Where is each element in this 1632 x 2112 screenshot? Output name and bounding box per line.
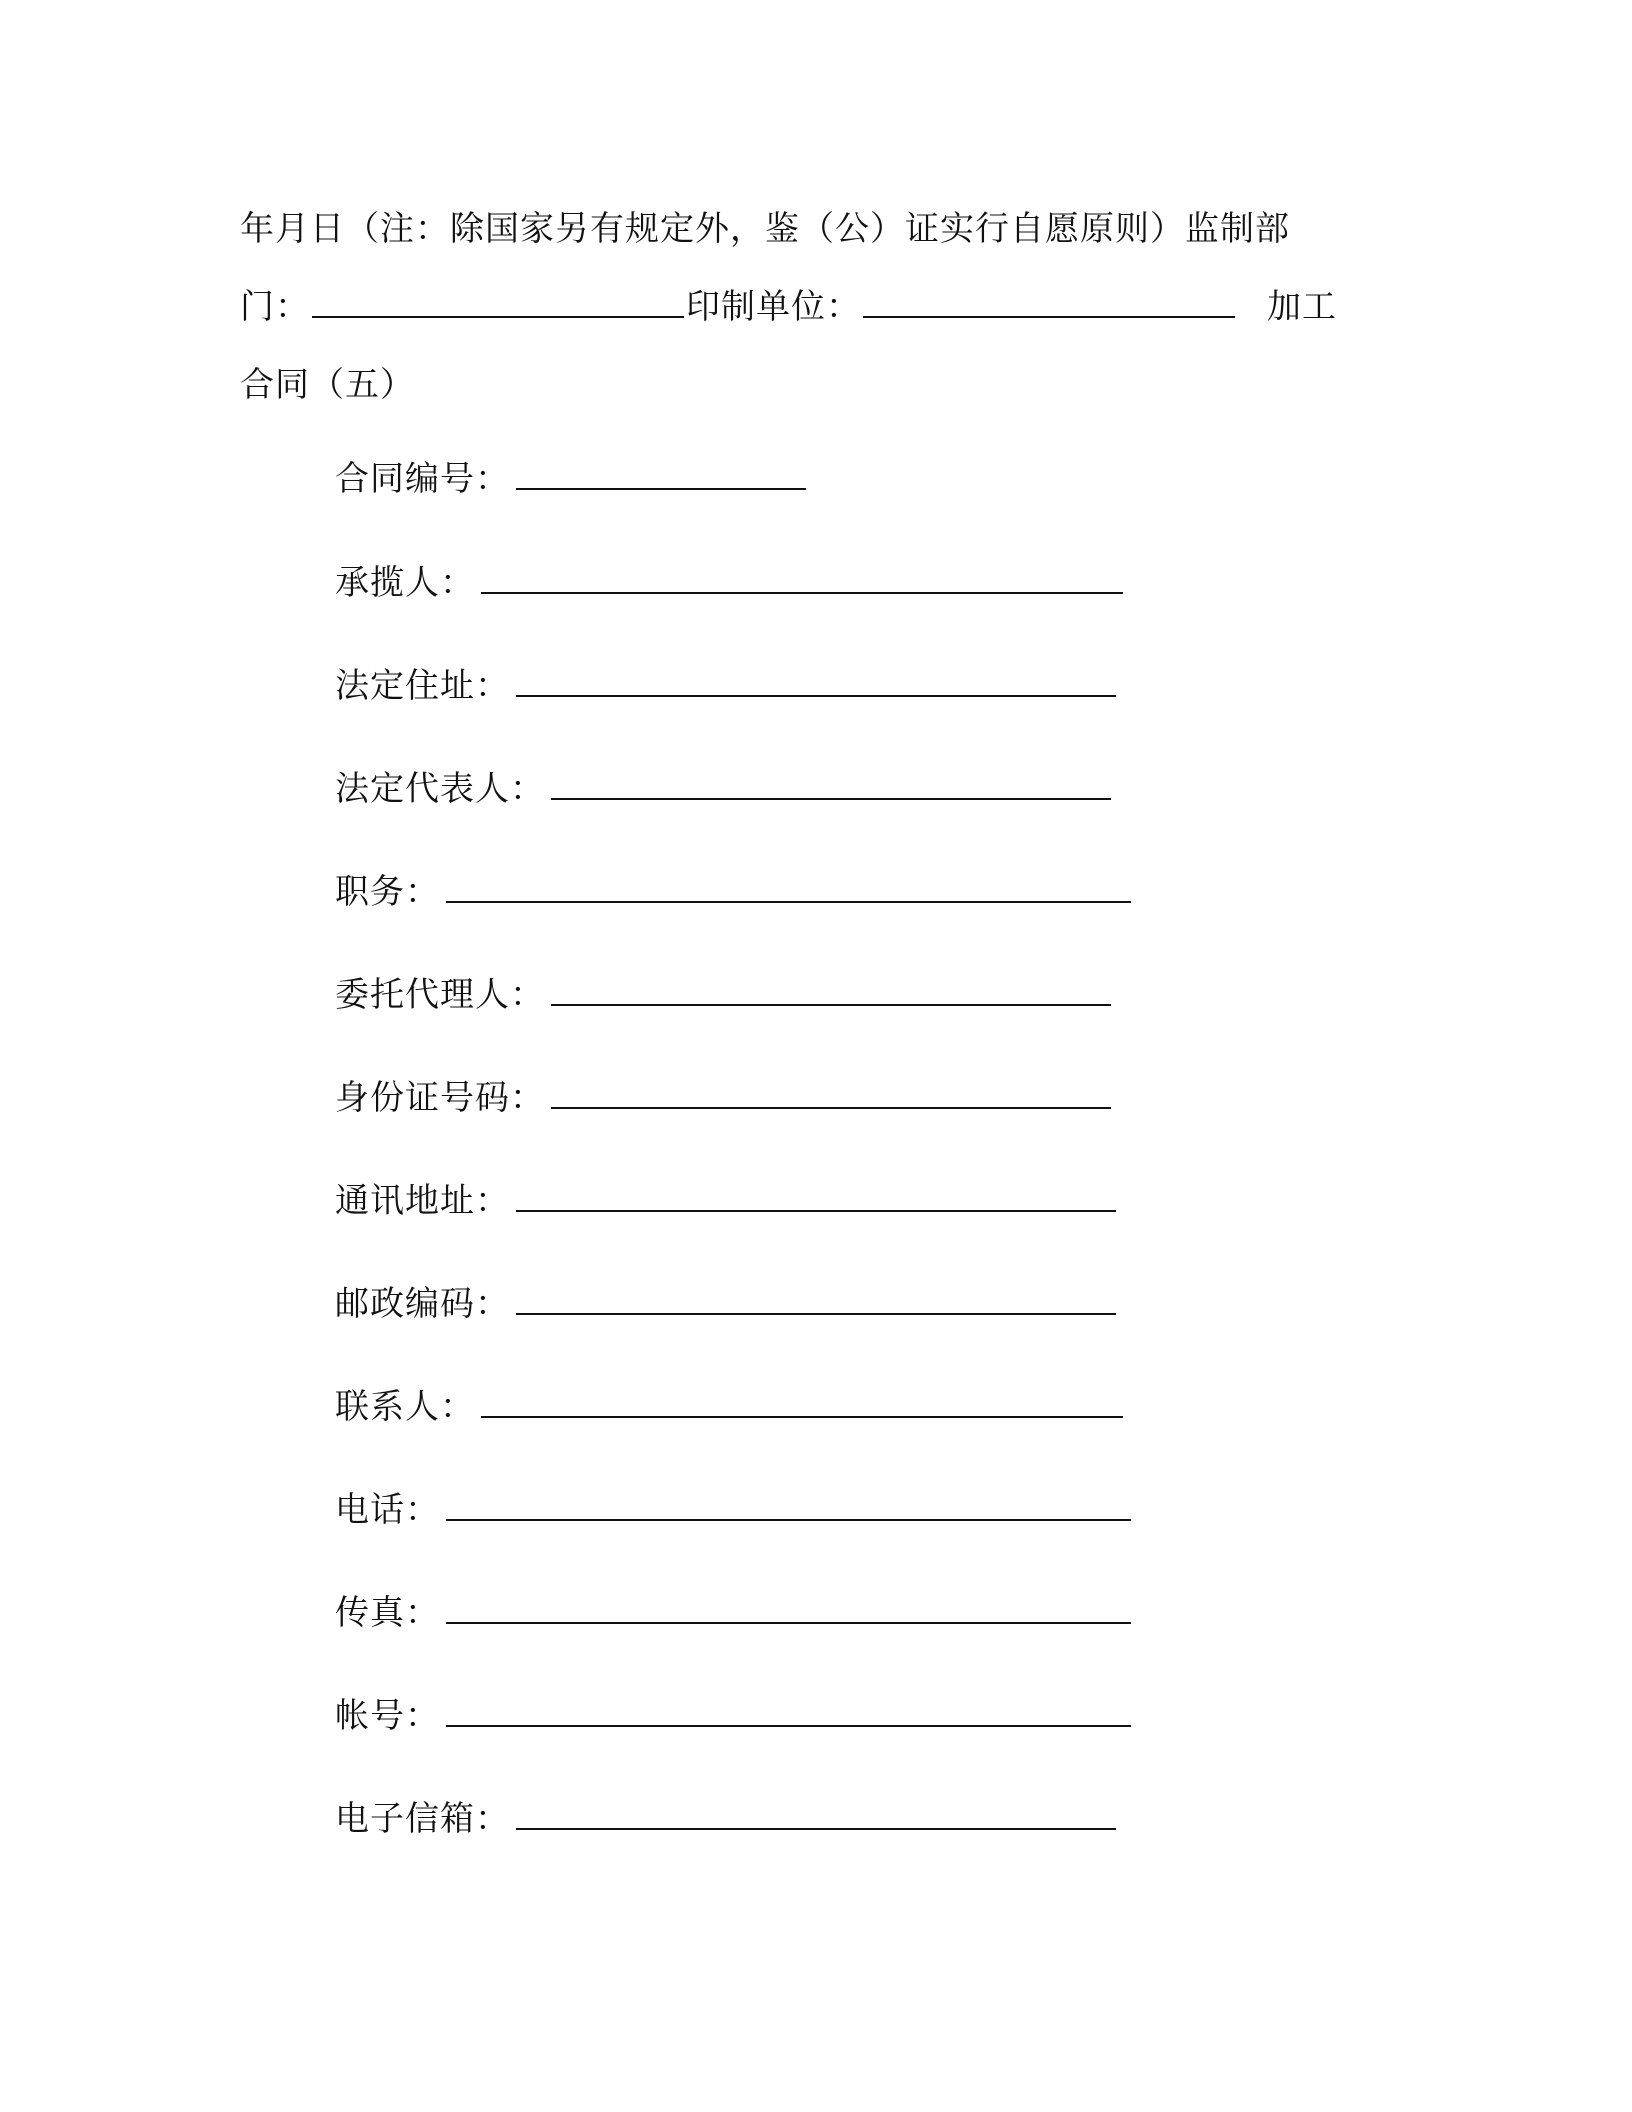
legal-address-blank[interactable]	[516, 655, 1116, 697]
postal-code-blank[interactable]	[516, 1273, 1116, 1315]
field-label: 法定代表人：	[335, 769, 545, 809]
field-contact-person	[335, 1376, 1125, 1436]
field-label: 联系人：	[335, 1387, 475, 1427]
field-label: 承揽人：	[335, 563, 475, 603]
field-legal-address	[335, 655, 1118, 715]
id-number-blank[interactable]	[551, 1067, 1111, 1109]
phone-blank[interactable]	[446, 1479, 1131, 1521]
field-position	[335, 861, 1133, 921]
field-label: 通讯地址：	[335, 1181, 510, 1221]
mailing-address-blank[interactable]	[516, 1170, 1116, 1212]
fax-blank[interactable]	[446, 1582, 1131, 1624]
field-account-number	[335, 1685, 1133, 1745]
contract-title-part-1: 加工	[1267, 287, 1337, 327]
field-contractor	[335, 552, 1125, 612]
legal-representative-blank[interactable]	[551, 758, 1111, 800]
field-postal-code	[335, 1273, 1118, 1333]
field-label: 合同编号：	[335, 459, 510, 499]
contract-title-part-2: 合同（五）	[240, 365, 415, 405]
printing-unit-blank[interactable]	[863, 278, 1235, 318]
email-blank[interactable]	[516, 1788, 1116, 1830]
contact-person-blank[interactable]	[481, 1376, 1123, 1418]
supervising-dept-blank[interactable]	[312, 278, 684, 318]
field-label: 法定住址：	[335, 666, 510, 706]
contractor-blank[interactable]	[481, 552, 1123, 594]
contract-number-blank[interactable]	[516, 448, 806, 490]
field-label: 职务：	[335, 872, 440, 912]
printing-unit-label: 印制单位：	[686, 287, 861, 327]
field-mailing-address	[335, 1170, 1118, 1230]
field-label: 身份证号码：	[335, 1078, 545, 1118]
field-label: 传真：	[335, 1593, 440, 1633]
position-blank[interactable]	[446, 861, 1131, 903]
field-phone	[335, 1479, 1133, 1539]
intro-line-2	[240, 268, 1360, 346]
field-id-number	[335, 1067, 1113, 1127]
field-legal-representative	[335, 758, 1113, 818]
field-fax	[335, 1582, 1133, 1642]
intro-paragraph	[240, 190, 1360, 424]
field-label: 帐号：	[335, 1696, 440, 1736]
authorized-agent-blank[interactable]	[551, 964, 1111, 1006]
account-number-blank[interactable]	[446, 1685, 1131, 1727]
field-label: 电话：	[335, 1490, 440, 1530]
field-label: 委托代理人：	[335, 975, 545, 1015]
field-label: 邮政编码：	[335, 1284, 510, 1324]
supervising-dept-label: 门：	[240, 287, 310, 327]
field-authorized-agent	[335, 964, 1113, 1024]
intro-line-1: 年月日（注：除国家另有规定外，鉴（公）证实行自愿原则）监制部	[240, 209, 1290, 249]
field-email	[335, 1788, 1118, 1848]
field-contract-number	[335, 448, 808, 508]
field-label: 电子信箱：	[335, 1799, 510, 1839]
